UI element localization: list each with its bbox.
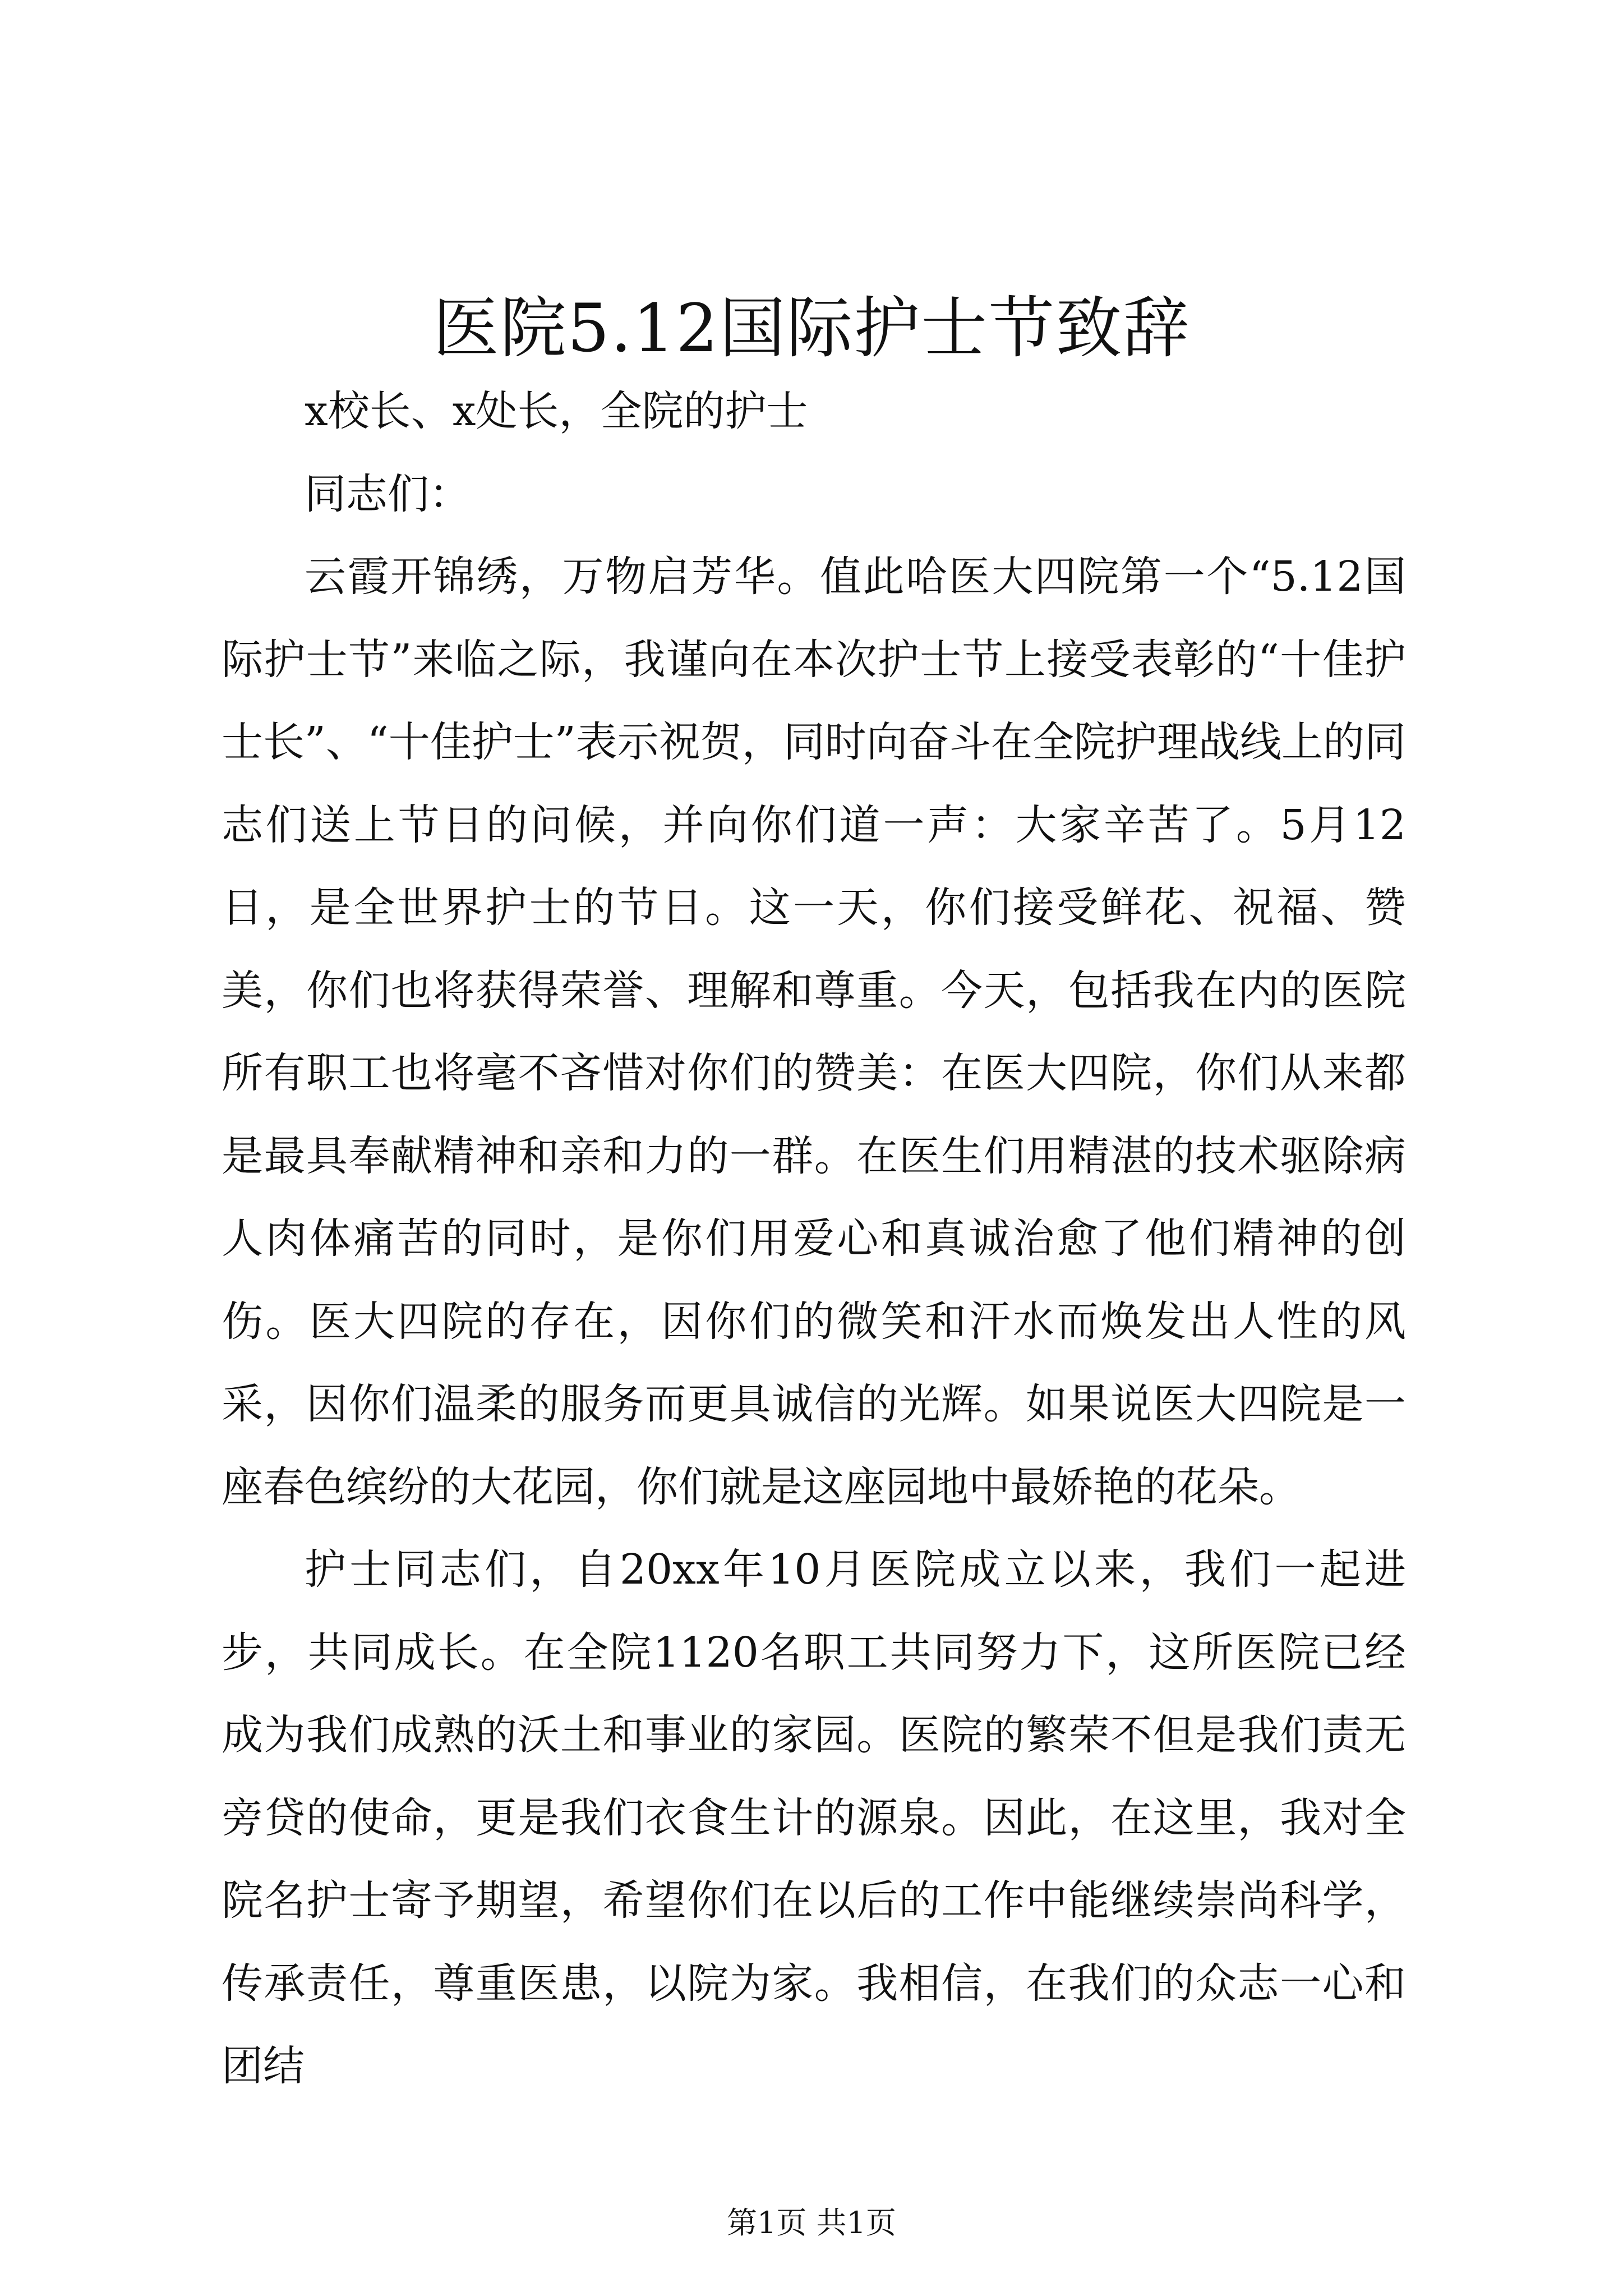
body-paragraph: 云霞开锦绣，万物启芳华。值此哈医大四院第一个“5.12国际护士节”来临之际，我谨向在本次护士节上接受表彰的“十佳护士长”、“十佳护士”表示祝贺，同时向奋斗在全院护理战线上的同志们送上节日的问候，并向你们道一声：大家辛苦了。5月12日，是全世界护士的节日。这一天，你们接受鲜花、祝福、赞美，你们也将获得荣誉、理解和尊重。今天，包括我在内的医院所有职工也将毫不吝惜对你们的赞美：在医大四院，你们从来都是最具奉献精神和亲和力的一群。在医生们用精湛的技术驱除病人肉体痛苦的同时，是你们用爱心和真诚治愈了他们精神的创伤。医大四院的存在，因你们的微笑和汗水而焕发出人性的风采，因你们温柔的服务而更具诚信的光辉。如果说医大四院是一座春色缤纷的大花园，你们就是这座园地中最娇艳的花朵。 [222,553,1406,1511]
document-title: 医院5.12国际护士节致辞 [432,289,1191,367]
body-paragraph: 护士同志们，自20xx年10月医院成立以来，我们一起进步，共同成长。在全院1120名职工共同努力下，这所医院已经成为我们成熟的沃土和事业的家园。医院的繁荣不但是我们责无旁贷的使命，更是我们衣食生计的源泉。因此，在这里，我对全院名护士寄予期望，希望你们在以后的工作中能继续崇尚科学，传承责任，尊重医患，以院为家。我相信，在我们的众志一心和团结 [222,1545,1406,2090]
salutation-line: 同志们： [305,470,471,518]
document-body [222,370,1406,2108]
page-footer: 第1页 共1页 [727,2205,896,2240]
salutation-line: x校长、x处长，全院的护士 [305,387,808,435]
